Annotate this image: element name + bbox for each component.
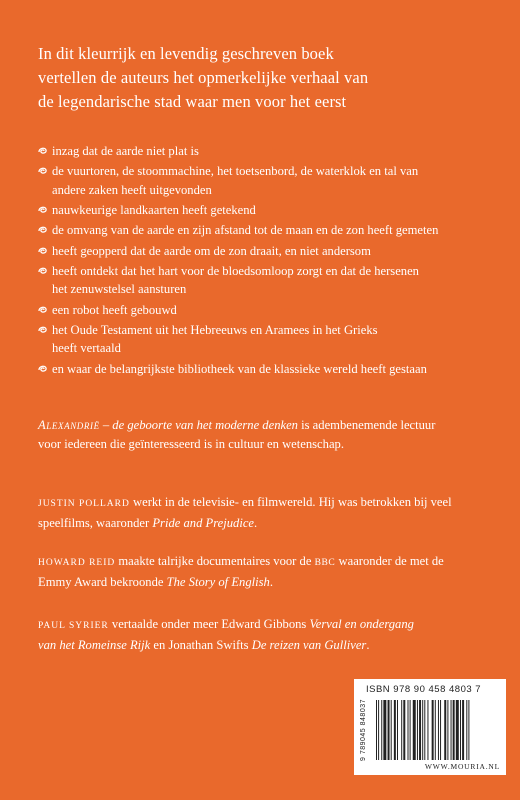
book-statement: Alexandrië – de geboorte van het moderne denken is adembenemende lectuur voor iedereen die geïnteresseerd is in cultuur en wetenschap.: [38, 418, 436, 451]
barcode-panel: [354, 679, 506, 775]
list-item: de vuurtoren, de stoommachine, het toetsenbord, de waterklok en tal van andere zaken heeft uitgevonden: [38, 162, 508, 198]
swirl-bullet-icon: [38, 166, 48, 175]
list-item: een robot heeft gebouwd: [38, 301, 508, 319]
intro-paragraph: [38, 42, 498, 114]
author-name: HOWARD REID: [38, 558, 116, 568]
list-item: heeft geopperd dat de aarde om de zon draait, en niet andersom: [38, 242, 508, 260]
swirl-bullet-icon: [38, 205, 48, 214]
publisher-website: WWW.MOURIA.NL: [424, 762, 500, 771]
intro-line: de legendarische stad waar men voor het eerst: [38, 92, 347, 111]
list-item: inzag dat de aarde niet plat is: [38, 142, 508, 160]
author-bio-reid: HOWARD REID maakte talrijke documentaires voor de BBC waaronder de met de Emmy Award bekroonde The Story of English.: [38, 554, 444, 589]
swirl-bullet-icon: [38, 325, 48, 334]
swirl-bullet-icon: [38, 364, 48, 373]
book-title-subtitle: – de geboorte van het moderne denken: [99, 418, 298, 432]
translator-bio-syrier: PAUL SYRIER vertaalde onder meer Edward Gibbons Verval en ondergang van het Romeinse Rijk en Jonathan Swifts De reizen van Gulliver.: [38, 617, 414, 652]
swirl-bullet-icon: [38, 146, 48, 155]
isbn-number: ISBN 978 90 458 4803 7: [366, 684, 482, 695]
barcode-icon: [376, 700, 498, 760]
list-item: en waar de belangrijkste bibliotheek van de klassieke wereld heeft gestaan: [38, 360, 508, 378]
barcode-digits: 9 789045 848037: [360, 699, 367, 761]
list-item: nauwkeurige landkaarten heeft getekend: [38, 201, 508, 219]
achievement-list: [38, 142, 508, 380]
list-item: het Oude Testament uit het Hebreeuws en Aramees in het Grieks heeft vertaald: [38, 321, 508, 357]
intro-line: In dit kleurrijk en levendig geschreven boek: [38, 44, 334, 63]
translator-name: PAUL SYRIER: [38, 621, 109, 631]
author-name: JUSTIN POLLARD: [38, 499, 130, 509]
list-item: heeft ontdekt dat het hart voor de bloedsomloop zorgt en dat de hersenen het zenuwstelsel aansturen: [38, 262, 508, 298]
book-title-smallcaps: Alexandrië: [38, 418, 100, 432]
swirl-bullet-icon: [38, 266, 48, 275]
list-item: de omvang van de aarde en zijn afstand tot de maan en de zon heeft gemeten: [38, 221, 508, 239]
swirl-bullet-icon: [38, 305, 48, 314]
author-bio-pollard: JUSTIN POLLARD werkt in de televisie- en filmwereld. Hij was betrokken bij veel speelfilms, waaronder Pride and Prejudice.: [38, 495, 452, 530]
swirl-bullet-icon: [38, 225, 48, 234]
swirl-bullet-icon: [38, 246, 48, 255]
intro-line: vertellen de auteurs het opmerkelijke verhaal van: [38, 68, 369, 87]
